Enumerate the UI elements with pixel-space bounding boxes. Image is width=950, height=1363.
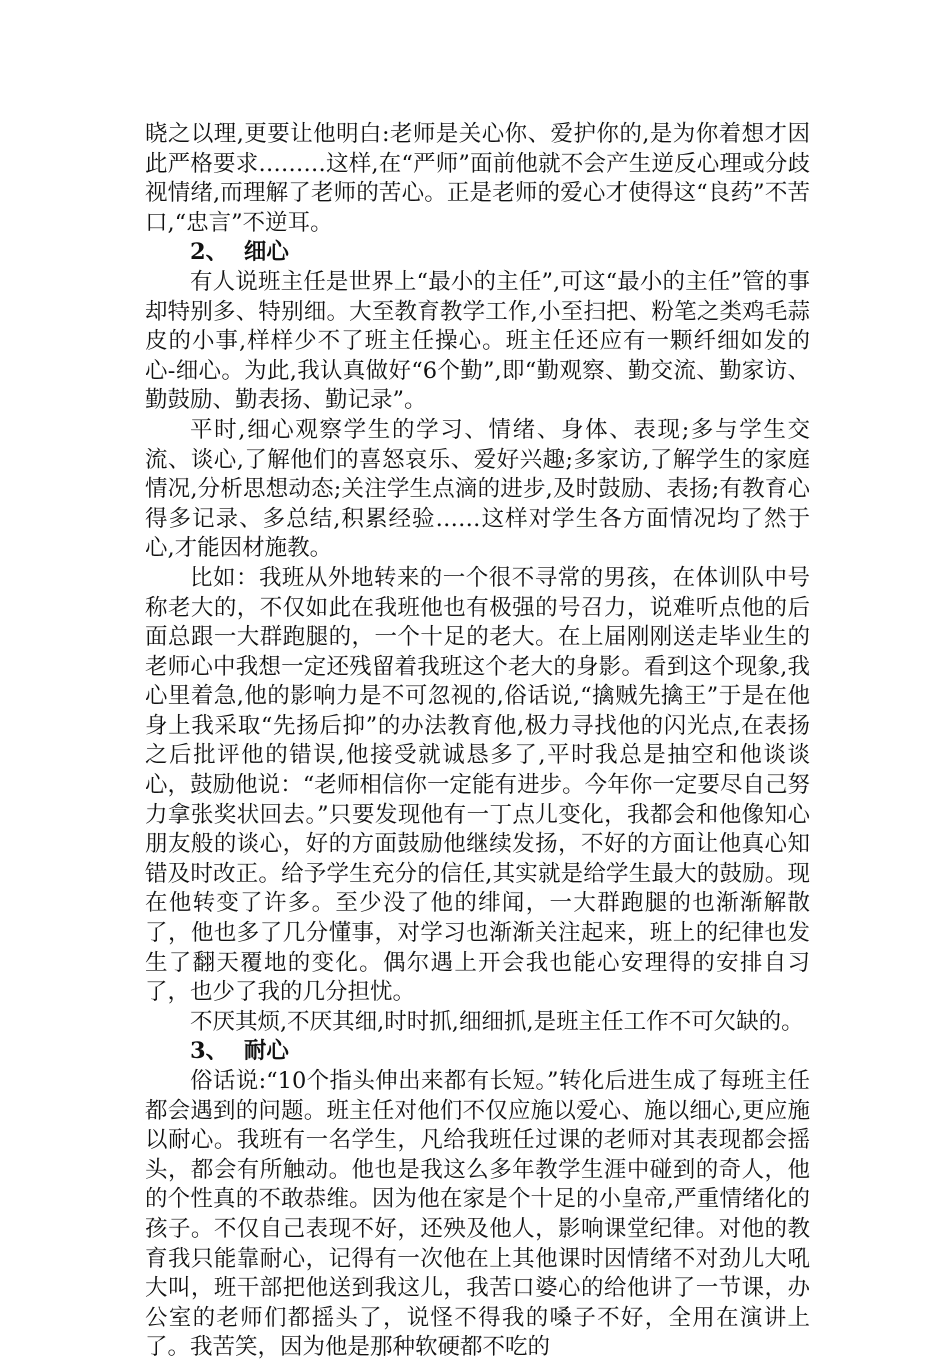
section-heading-3: 3、 耐心 xyxy=(190,1038,289,1065)
paragraph-example-boy: 比如：我班从外地转来的一个很不寻常的男孩，在体训队中号称老大的，不仅如此在我班他也有极强的号召力，说难听点他的后面总跟一大群跑腿的，一个十足的老大。在上届刚刚送走毕业生的老师心中我想一定还残留着我班这个老大的身影。看到这个现象,我心里着急,他的影响力是不可忽视的,俗话说,“擒贼先擒王”于是在他身上我采取“先扬后抑”的办法教育他,极力寻找他的闪光点,在表扬之后批评他的错误,他接受就诚恳多了,平时我总是抽空和他谈谈心，鼓励他说：“老师相信你一定能有进步。今年你一定要尽自己努力拿张奖状回去。”只要发现他有一丁点儿变化，我都会和他像知心朋友般的谈心，好的方面鼓励他继续发扬，不好的方面让他真心知错及时改正。给予学生充分的信任,其实就是给学生最大的鼓励。现在他转变了许多。至少没了他的绯闻，一大群跑腿的也渐渐解散了，他也多了几分懂事，对学习也渐渐关注起来，班上的纪律也发生了翻天覆地的变化。偶尔遇上开会我也能心安理得的安排自习了，也少了我的几分担忧。 xyxy=(145,564,810,1006)
paragraph-daily-observation: 平时,细心观察学生的学习、情绪、身体、表现;多与学生交流、谈心,了解他们的喜怒哀乐、爱好兴趣;多家访,了解学生的家庭情况,分析思想动态;关注学生点滴的进步,及时鼓励、表扬;有教育心得多记录、多总结,积累经验……这样对学生各方面情况均了然于心,才能因材施教。 xyxy=(145,416,810,562)
paragraph-continuation: 晓之以理,更要让他明白:老师是关心你、爱护你的,是为你着想才因此严格要求………这样,在“严师”面前他就不会产生逆反心理或分歧视情绪,而理解了老师的苦心。正是老师的爱心才使得这“良药”不苦口,“忠言”不逆耳。 xyxy=(145,121,810,236)
paragraph-summary: 不厌其烦,不厌其细,时时抓,细细抓,是班主任工作不可欠缺的。 xyxy=(190,1008,804,1035)
paragraph-naixin: 俗话说:“10个指头伸出来都有长短。”转化后进生成了每班主任都会遇到的问题。班主任对他们不仅应施以爱心、施以细心,更应施以耐心。我班有一名学生，凡给我班任过课的老师对其表现都会摇头，都会有所触动。他也是我这么多年教学生涯中碰到的奇人，他的个性真的不敢恭维。因为他在家是个十足的小皇帝,严重情绪化的孩子。不仅自己表现不好，还殃及他人，影响课堂纪律。对他的教育我只能靠耐心，记得有一次他在上其他课时因情绪不对劲儿大吼大叫，班干部把他送到我这儿，我苦口婆心的给他讲了一节课，办公室的老师们都摇头了，说怪不得我的嗓子不好，全用在演讲上了。我苦笑，因为他是那种软硬都不吃的 xyxy=(145,1068,810,1361)
document-body xyxy=(145,120,810,1363)
section-heading-2: 2、 细心 xyxy=(190,239,289,266)
paragraph-xixin-intro: 有人说班主任是世界上“最小的主任”,可这“最小的主任”管的事却特别多、特别细。大至教育教学工作,小至扫把、粉笔之类鸡毛蒜皮的小事,样样少不了班主任操心。班主任还应有一颗纤细如发的心-细心。为此,我认真做好“6个勤”,即“勤观察、勤交流、勤家访、勤鼓励、勤表扬、勤记录”。 xyxy=(145,268,810,414)
